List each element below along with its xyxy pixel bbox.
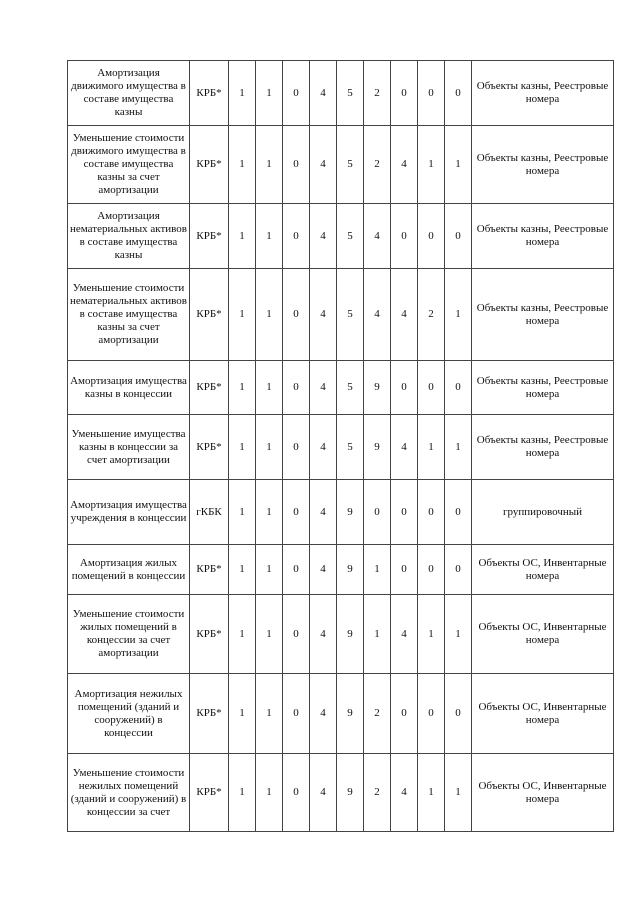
account-digit-cell: 1 bbox=[229, 754, 256, 832]
analytics-cell: Объекты казны, Реестровые номера bbox=[472, 61, 614, 126]
account-digit-cell: 1 bbox=[256, 204, 283, 269]
table-row bbox=[68, 415, 614, 480]
account-digit-cell: 0 bbox=[445, 480, 472, 545]
account-digit-cell: 1 bbox=[418, 415, 445, 480]
account-name-cell: Уменьшение имущества казны в концессии за счет амортизации bbox=[68, 415, 190, 480]
account-digit-cell: 2 bbox=[418, 269, 445, 361]
account-digit-cell: 0 bbox=[391, 545, 418, 595]
account-digit-cell: 0 bbox=[283, 480, 310, 545]
analytics-cell: Объекты казны, Реестровые номера bbox=[472, 361, 614, 415]
table-row bbox=[68, 754, 614, 832]
account-digit-cell: 0 bbox=[418, 204, 445, 269]
account-digit-cell: 1 bbox=[445, 126, 472, 204]
account-digit-cell: 4 bbox=[391, 269, 418, 361]
account-name-cell: Амортизация имущества казны в концессии bbox=[68, 361, 190, 415]
account-digit-cell: 0 bbox=[391, 204, 418, 269]
account-digit-cell: 0 bbox=[283, 204, 310, 269]
account-digit-cell: 0 bbox=[445, 61, 472, 126]
account-digit-cell: 4 bbox=[391, 595, 418, 674]
account-digit-cell: 4 bbox=[310, 126, 337, 204]
account-digit-cell: 0 bbox=[418, 480, 445, 545]
account-digit-cell: 0 bbox=[283, 595, 310, 674]
account-kind-cell: КРБ* bbox=[190, 269, 229, 361]
account-digit-cell: 4 bbox=[391, 415, 418, 480]
account-digit-cell: 0 bbox=[283, 269, 310, 361]
account-digit-cell: 1 bbox=[418, 126, 445, 204]
account-digit-cell: 1 bbox=[256, 480, 283, 545]
account-digit-cell: 1 bbox=[418, 595, 445, 674]
account-digit-cell: 1 bbox=[256, 674, 283, 754]
table-row bbox=[68, 61, 614, 126]
account-digit-cell: 4 bbox=[310, 415, 337, 480]
analytics-cell: Объекты ОС, Инвентарные номера bbox=[472, 545, 614, 595]
account-digit-cell: 1 bbox=[256, 545, 283, 595]
account-digit-cell: 9 bbox=[364, 415, 391, 480]
account-digit-cell: 0 bbox=[283, 754, 310, 832]
table-row bbox=[68, 361, 614, 415]
account-digit-cell: 4 bbox=[391, 754, 418, 832]
account-digit-cell: 1 bbox=[445, 595, 472, 674]
analytics-cell: Объекты казны, Реестровые номера bbox=[472, 415, 614, 480]
account-digit-cell: 1 bbox=[229, 674, 256, 754]
account-name-cell: Амортизация имущества учреждения в концессии bbox=[68, 480, 190, 545]
account-digit-cell: 0 bbox=[364, 480, 391, 545]
account-digit-cell: 4 bbox=[310, 204, 337, 269]
account-digit-cell: 4 bbox=[364, 204, 391, 269]
table-row bbox=[68, 126, 614, 204]
account-digit-cell: 0 bbox=[283, 415, 310, 480]
account-kind-cell: КРБ* bbox=[190, 204, 229, 269]
account-digit-cell: 1 bbox=[256, 126, 283, 204]
account-digit-cell: 4 bbox=[310, 674, 337, 754]
account-digit-cell: 1 bbox=[364, 545, 391, 595]
account-digit-cell: 0 bbox=[283, 61, 310, 126]
analytics-cell: Объекты ОС, Инвентарные номера bbox=[472, 754, 614, 832]
account-digit-cell: 4 bbox=[310, 361, 337, 415]
account-digit-cell: 0 bbox=[283, 126, 310, 204]
account-digit-cell: 9 bbox=[337, 754, 364, 832]
account-kind-cell: КРБ* bbox=[190, 674, 229, 754]
account-digit-cell: 1 bbox=[256, 754, 283, 832]
account-digit-cell: 1 bbox=[256, 361, 283, 415]
account-digit-cell: 0 bbox=[445, 204, 472, 269]
table-row bbox=[68, 545, 614, 595]
account-digit-cell: 5 bbox=[337, 269, 364, 361]
table-row bbox=[68, 204, 614, 269]
account-kind-cell: КРБ* bbox=[190, 415, 229, 480]
account-digit-cell: 2 bbox=[364, 674, 391, 754]
account-digit-cell: 1 bbox=[229, 545, 256, 595]
account-digit-cell: 0 bbox=[391, 480, 418, 545]
account-digit-cell: 0 bbox=[445, 545, 472, 595]
account-digit-cell: 5 bbox=[337, 126, 364, 204]
account-digit-cell: 1 bbox=[445, 269, 472, 361]
account-digit-cell: 1 bbox=[445, 415, 472, 480]
account-kind-cell: КРБ* bbox=[190, 545, 229, 595]
account-digit-cell: 0 bbox=[391, 361, 418, 415]
table-row bbox=[68, 595, 614, 674]
account-digit-cell: 1 bbox=[229, 61, 256, 126]
account-digit-cell: 0 bbox=[283, 545, 310, 595]
account-kind-cell: КРБ* bbox=[190, 361, 229, 415]
account-digit-cell: 0 bbox=[445, 674, 472, 754]
account-name-cell: Уменьшение стоимости нежилых помещений (зданий и сооружений) в концессии за счет bbox=[68, 754, 190, 832]
account-name-cell: Амортизация движимого имущества в составе имущества казны bbox=[68, 61, 190, 126]
account-kind-cell: гКБК bbox=[190, 480, 229, 545]
account-digit-cell: 1 bbox=[418, 754, 445, 832]
account-digit-cell: 1 bbox=[256, 269, 283, 361]
account-name-cell: Амортизация нематериальных активов в составе имущества казны bbox=[68, 204, 190, 269]
account-kind-cell: КРБ* bbox=[190, 595, 229, 674]
analytics-cell: Объекты ОС, Инвентарные номера bbox=[472, 674, 614, 754]
account-name-cell: Уменьшение стоимости движимого имущества в составе имущества казны за счет амортизации bbox=[68, 126, 190, 204]
account-digit-cell: 1 bbox=[256, 595, 283, 674]
account-digit-cell: 4 bbox=[310, 754, 337, 832]
account-digit-cell: 1 bbox=[229, 204, 256, 269]
account-digit-cell: 0 bbox=[445, 361, 472, 415]
account-digit-cell: 0 bbox=[391, 61, 418, 126]
account-digit-cell: 4 bbox=[364, 269, 391, 361]
account-name-cell: Уменьшение стоимости нематериальных активов в составе имущества казны за счет амортизации bbox=[68, 269, 190, 361]
table-row bbox=[68, 674, 614, 754]
table-row bbox=[68, 480, 614, 545]
account-name-cell: Уменьшение стоимости жилых помещений в концессии за счет амортизации bbox=[68, 595, 190, 674]
account-digit-cell: 4 bbox=[310, 545, 337, 595]
account-digit-cell: 1 bbox=[364, 595, 391, 674]
account-kind-cell: КРБ* bbox=[190, 754, 229, 832]
account-digit-cell: 1 bbox=[229, 126, 256, 204]
account-digit-cell: 0 bbox=[418, 674, 445, 754]
account-name-cell: Амортизация жилых помещений в концессии bbox=[68, 545, 190, 595]
account-digit-cell: 9 bbox=[337, 674, 364, 754]
account-digit-cell: 5 bbox=[337, 204, 364, 269]
account-digit-cell: 1 bbox=[256, 415, 283, 480]
account-digit-cell: 9 bbox=[364, 361, 391, 415]
account-digit-cell: 9 bbox=[337, 480, 364, 545]
analytics-cell: Объекты ОС, Инвентарные номера bbox=[472, 595, 614, 674]
account-name-cell: Амортизация нежилых помещений (зданий и сооружений) в концессии bbox=[68, 674, 190, 754]
account-digit-cell: 5 bbox=[337, 61, 364, 126]
account-digit-cell: 0 bbox=[418, 361, 445, 415]
account-kind-cell: КРБ* bbox=[190, 126, 229, 204]
account-digit-cell: 0 bbox=[391, 674, 418, 754]
account-digit-cell: 5 bbox=[337, 415, 364, 480]
analytics-cell: Объекты казны, Реестровые номера bbox=[472, 204, 614, 269]
account-digit-cell: 9 bbox=[337, 545, 364, 595]
table-row bbox=[68, 269, 614, 361]
account-digit-cell: 1 bbox=[229, 595, 256, 674]
analytics-cell: группировочный bbox=[472, 480, 614, 545]
account-digit-cell: 0 bbox=[283, 361, 310, 415]
account-digit-cell: 2 bbox=[364, 754, 391, 832]
account-digit-cell: 4 bbox=[310, 480, 337, 545]
account-digit-cell: 0 bbox=[283, 674, 310, 754]
account-digit-cell: 4 bbox=[310, 595, 337, 674]
account-digit-cell: 1 bbox=[256, 61, 283, 126]
account-kind-cell: КРБ* bbox=[190, 61, 229, 126]
account-digit-cell: 4 bbox=[310, 269, 337, 361]
account-digit-cell: 0 bbox=[418, 545, 445, 595]
account-digit-cell: 1 bbox=[229, 361, 256, 415]
account-digit-cell: 1 bbox=[229, 269, 256, 361]
account-digit-cell: 5 bbox=[337, 361, 364, 415]
accounts-table bbox=[67, 60, 614, 832]
analytics-cell: Объекты казны, Реестровые номера bbox=[472, 126, 614, 204]
analytics-cell: Объекты казны, Реестровые номера bbox=[472, 269, 614, 361]
account-digit-cell: 1 bbox=[445, 754, 472, 832]
accounts-table-body bbox=[68, 61, 614, 832]
account-digit-cell: 2 bbox=[364, 61, 391, 126]
account-digit-cell: 0 bbox=[418, 61, 445, 126]
account-digit-cell: 9 bbox=[337, 595, 364, 674]
account-digit-cell: 4 bbox=[391, 126, 418, 204]
account-digit-cell: 4 bbox=[310, 61, 337, 126]
account-digit-cell: 2 bbox=[364, 126, 391, 204]
account-digit-cell: 1 bbox=[229, 415, 256, 480]
account-digit-cell: 1 bbox=[229, 480, 256, 545]
